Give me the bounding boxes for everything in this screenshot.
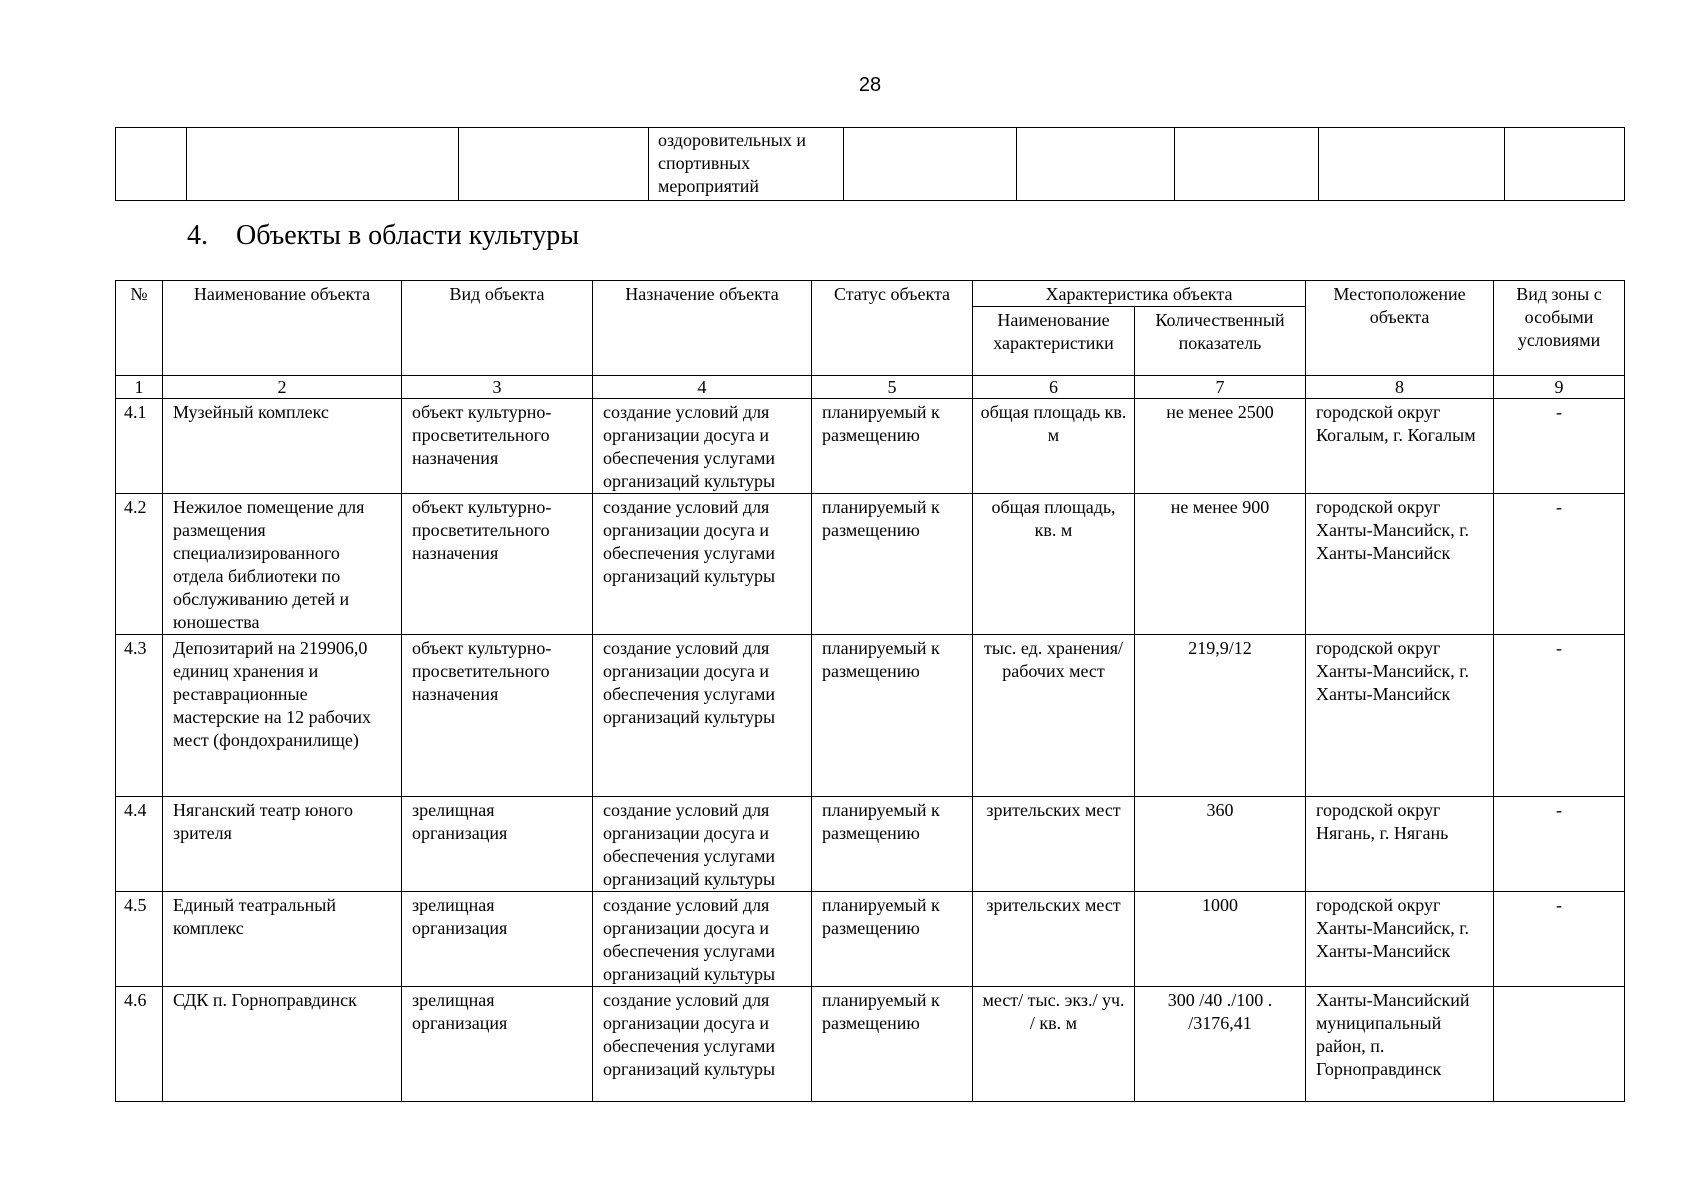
characteristic-value: 1000 [1135,892,1306,987]
characteristic-name: мест/ тыс. экз./ уч. / кв. м [973,987,1135,1102]
object-type: зрелищная организация [402,987,593,1102]
continuation-purpose-cell: оздоровительных и спортивных мероприятий [649,128,844,201]
header-characteristic: Характеристика объекта [973,281,1306,307]
object-type: объект культурно-просветительного назначения [402,399,593,494]
header-zone: Вид зоны с особыми условиями [1494,281,1625,376]
characteristic-value: не менее 2500 [1135,399,1306,494]
table-cell [1505,128,1625,201]
column-number: 8 [1306,376,1494,399]
characteristic-name: зрительских мест [973,892,1135,987]
header-purpose: Назначение объекта [593,281,812,376]
object-status: планируемый к размещению [812,797,973,892]
characteristic-name: общая площадь кв. м [973,399,1135,494]
header-type: Вид объекта [402,281,593,376]
table-cell [187,128,459,201]
column-number: 1 [116,376,163,399]
object-type: объект культурно-просветительного назначения [402,635,593,797]
object-name: Музейный комплекс [163,399,402,494]
object-type: объект культурно-просветительного назначения [402,494,593,635]
row-number: 4.6 [116,987,163,1102]
table-row [116,987,1625,1102]
column-number-row [116,376,1625,399]
column-number: 6 [973,376,1135,399]
zone-type [1494,987,1625,1102]
table-cell [1175,128,1319,201]
zone-type: - [1494,797,1625,892]
object-type: зрелищная организация [402,892,593,987]
header-name: Наименование объекта [163,281,402,376]
object-location: городской округ Ханты-Мансийск, г. Ханты-Мансийск [1306,635,1494,797]
object-status: планируемый к размещению [812,494,973,635]
object-name: Няганский театр юного зрителя [163,797,402,892]
row-number: 4.1 [116,399,163,494]
table-row [116,494,1625,635]
object-name: Нежилое помещение для размещения специализированного отдела библиотеки по обслуживанию детей и юношества [163,494,402,635]
table-cell [1319,128,1505,201]
table-row [116,892,1625,987]
object-status: планируемый к размещению [812,399,973,494]
column-number: 7 [1135,376,1306,399]
row-number: 4.3 [116,635,163,797]
header-no: № [116,281,163,376]
object-purpose: создание условий для организации досуга и обеспечения услугами организаций культуры [593,987,812,1102]
table-row [116,797,1625,892]
object-purpose: создание условий для организации досуга и обеспечения услугами организаций культуры [593,892,812,987]
header-row [116,281,1625,307]
row-number: 4.2 [116,494,163,635]
object-purpose: создание условий для организации досуга и обеспечения услугами организаций культуры [593,635,812,797]
object-purpose: создание условий для организации досуга и обеспечения услугами организаций культуры [593,399,812,494]
header-location: Местоположение объекта [1306,281,1494,376]
header-char-name: Наименование характеристики [973,307,1135,376]
column-number: 9 [1494,376,1625,399]
object-purpose: создание условий для организации досуга и обеспечения услугами организаций культуры [593,797,812,892]
column-number: 4 [593,376,812,399]
page-number: 28 [858,74,882,96]
header-status: Статус объекта [812,281,973,376]
culture-objects-table [115,280,1625,1102]
section-heading [187,219,579,253]
object-location: Ханты-Мансийский муниципальный район, п. Горноправдинск [1306,987,1494,1102]
characteristic-value: 300 /40 ./100 . /3176,41 [1135,987,1306,1102]
object-purpose: создание условий для организации досуга и обеспечения услугами организаций культуры [593,494,812,635]
table-cell [116,128,187,201]
row-number: 4.4 [116,797,163,892]
continuation-row [116,128,1625,201]
column-number: 5 [812,376,973,399]
table-row [116,635,1625,797]
header-char-value: Количественный показатель [1135,307,1306,376]
zone-type: - [1494,399,1625,494]
zone-type: - [1494,635,1625,797]
object-location: городской округ Ханты-Мансийск, г. Ханты-Мансийск [1306,892,1494,987]
table-cell [844,128,1017,201]
row-number: 4.5 [116,892,163,987]
characteristic-value: 360 [1135,797,1306,892]
object-location: городской округ Когалым, г. Когалым [1306,399,1494,494]
characteristic-name: тыс. ед. хранения/ рабочих мест [973,635,1135,797]
column-number: 2 [163,376,402,399]
column-number: 3 [402,376,593,399]
object-name: Единый театральный комплекс [163,892,402,987]
section-number: 4. [187,220,208,251]
characteristic-value: не менее 900 [1135,494,1306,635]
table-cell [459,128,649,201]
object-location: городской округ Ханты-Мансийск, г. Ханты-Мансийск [1306,494,1494,635]
section-title: Объекты в области культуры [236,220,580,251]
object-location: городской округ Нягань, г. Нягань [1306,797,1494,892]
object-status: планируемый к размещению [812,892,973,987]
continuation-table [115,127,1625,201]
object-status: планируемый к размещению [812,635,973,797]
table-row [116,399,1625,494]
object-status: планируемый к размещению [812,987,973,1102]
characteristic-name: общая площадь, кв. м [973,494,1135,635]
characteristic-name: зрительских мест [973,797,1135,892]
zone-type: - [1494,892,1625,987]
object-name: Депозитарий на 219906,0 единиц хранения и реставрационные мастерские на 12 рабочих мест (фондохранилище) [163,635,402,797]
zone-type: - [1494,494,1625,635]
object-name: СДК п. Горноправдинск [163,987,402,1102]
table-cell [1017,128,1175,201]
characteristic-value: 219,9/12 [1135,635,1306,797]
object-type: зрелищная организация [402,797,593,892]
